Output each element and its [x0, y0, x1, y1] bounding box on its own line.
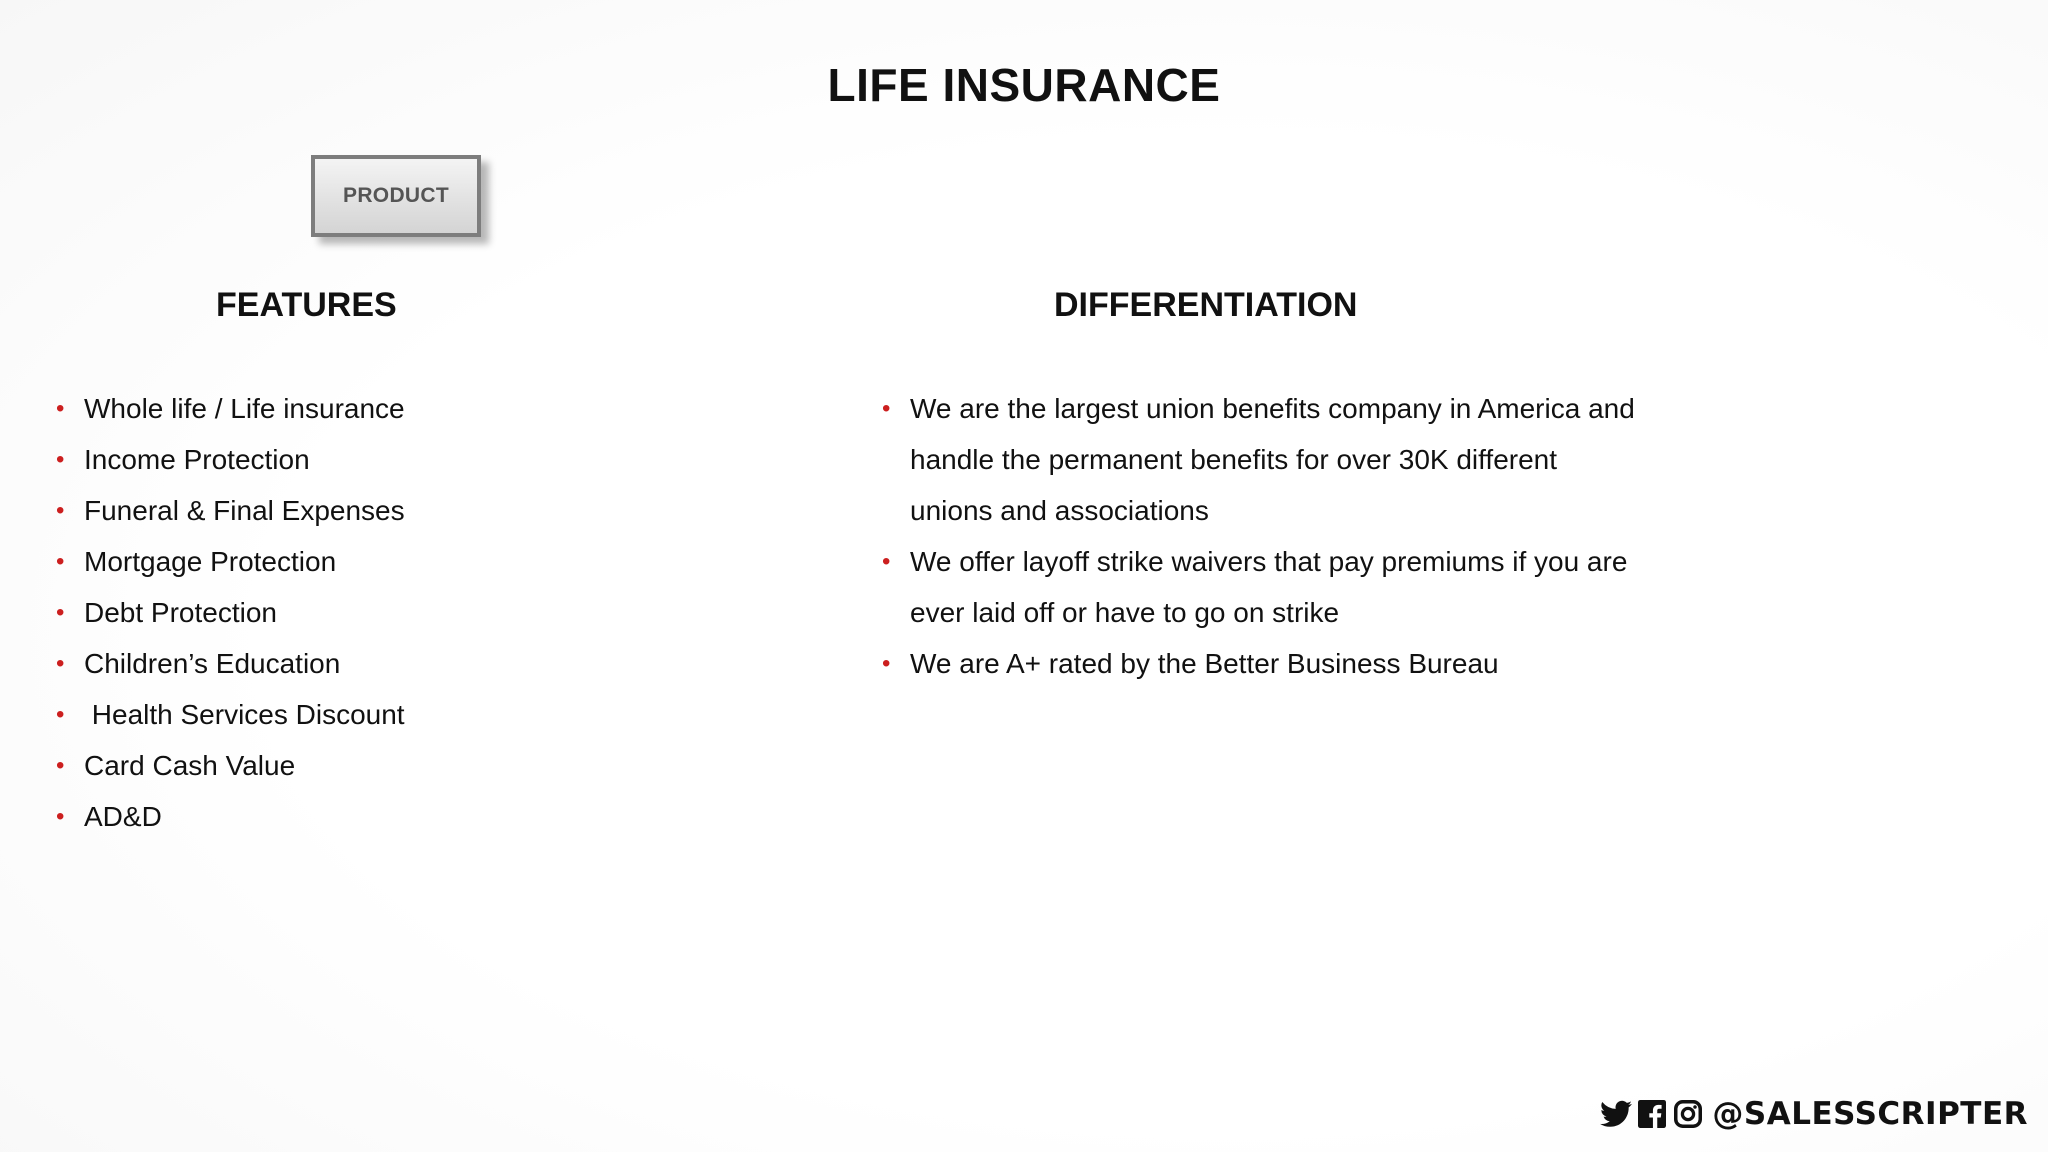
- twitter-icon[interactable]: [1600, 1098, 1632, 1130]
- list-item: • We are A+ rated by the Better Business Bureau: [882, 638, 1642, 689]
- bullet-icon: •: [56, 650, 65, 677]
- list-item: • AD&D: [56, 791, 616, 842]
- list-item: • We offer layoff strike waivers that pay premiums if you are ever laid off or have to go on strike: [882, 536, 1642, 638]
- list-item: • Funeral & Final Expenses: [56, 485, 616, 536]
- bullet-icon: •: [56, 548, 65, 575]
- differentiation-heading: DIFFERENTIATION: [1054, 286, 1358, 324]
- bullet-icon: •: [56, 395, 65, 422]
- instagram-icon[interactable]: [1672, 1098, 1704, 1130]
- list-item: • Card Cash Value: [56, 740, 616, 791]
- bullet-icon: •: [882, 395, 891, 422]
- list-item: • We are the largest union benefits company in America and handle the permanent benefits for over 30K different unions and associations: [882, 383, 1642, 536]
- bullet-icon: •: [56, 497, 65, 524]
- bullet-icon: •: [56, 701, 65, 728]
- bullet-icon: •: [56, 599, 65, 626]
- list-item: • Debt Protection: [56, 587, 616, 638]
- social-handle[interactable]: @SALESSCRIPTER: [1712, 1096, 2028, 1132]
- list-item: • Children’s Education: [56, 638, 616, 689]
- differentiation-list: [882, 383, 1642, 689]
- bullet-icon: •: [56, 803, 65, 830]
- list-item: • Income Protection: [56, 434, 616, 485]
- product-button[interactable]: [311, 155, 481, 237]
- bullet-icon: •: [56, 446, 65, 473]
- features-list: [56, 383, 616, 842]
- bullet-icon: •: [882, 650, 891, 677]
- facebook-icon[interactable]: [1636, 1098, 1668, 1130]
- list-item: • Health Services Discount: [56, 689, 616, 740]
- list-item: • Whole life / Life insurance: [56, 383, 616, 434]
- bullet-icon: •: [56, 752, 65, 779]
- bullet-icon: •: [882, 548, 891, 575]
- product-label: PRODUCT: [343, 184, 449, 207]
- page-title: LIFE INSURANCE: [827, 59, 1221, 111]
- features-heading: FEATURES: [216, 286, 397, 324]
- list-item: • Mortgage Protection: [56, 536, 616, 587]
- social-footer: [1600, 1096, 2028, 1132]
